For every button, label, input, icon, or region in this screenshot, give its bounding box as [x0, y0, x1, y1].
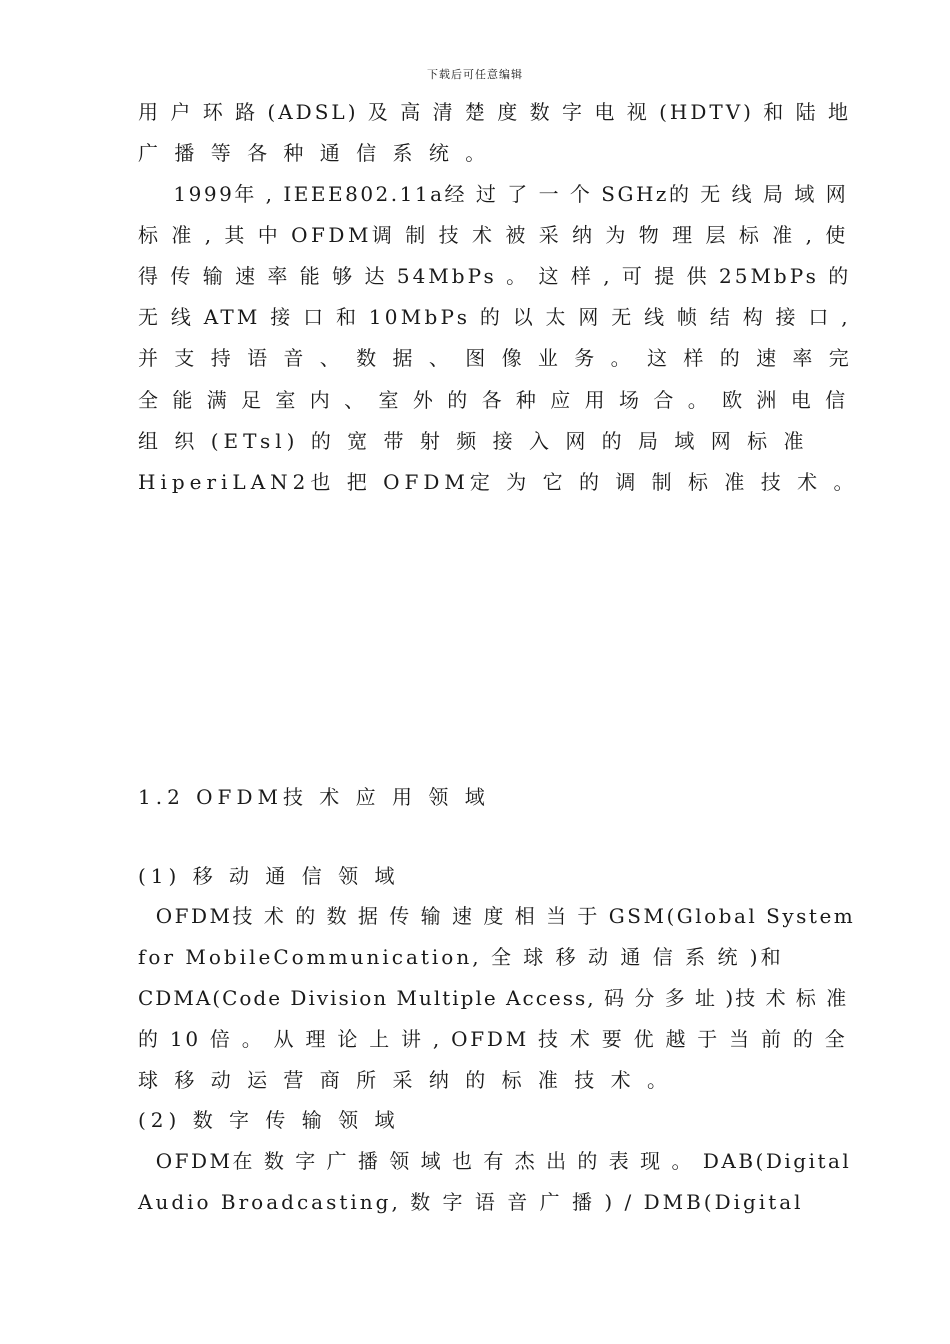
- para-1999-line-6: 全 能 满 足 室 内 、 室 外 的 各 种 应 用 场 合 。 欧 洲 电 信: [138, 388, 850, 412]
- digital-line-1: OFDM在 数 字 广 播 领 域 也 有 杰 出 的 表 现 。 DAB(Digital: [138, 1149, 852, 1173]
- section-heading: 1.2 OFDM技 术 应 用 领 域: [138, 785, 490, 809]
- intro-line-1: 用 户 环 路 (ADSL) 及 高 清 楚 度 数 字 电 视 (HDTV) 和 陆 地: [138, 100, 852, 124]
- para-1999-line-3: 得 传 输 速 率 能 够 达 54MbPs 。 这 样 , 可 提 供 25MbPs 的: [138, 264, 852, 288]
- digital-subheading: (2) 数 字 传 输 领 域: [138, 1108, 400, 1132]
- para-1999-line-1: 1999年 , IEEE802.11a经 过 了 一 个 SGHz的 无 线 局 域 网: [138, 182, 849, 206]
- mobile-line-3: CDMA(Code Division Multiple Access, 码 分 多 址 )技 术 标 准: [138, 986, 849, 1010]
- para-1999-line-7: 组 织 (ETsl) 的 宽 带 射 频 接 入 网 的 局 域 网 标 准: [138, 429, 809, 453]
- mobile-line-5: 球 移 动 运 营 商 所 采 纳 的 标 准 技 术 。: [138, 1068, 673, 1092]
- intro-line-2: 广 播 等 各 种 通 信 系 统 。: [138, 141, 491, 165]
- mobile-line-1: OFDM技 术 的 数 据 传 输 速 度 相 当 于 GSM(Global System: [138, 904, 856, 928]
- mobile-subheading: (1) 移 动 通 信 领 域: [138, 864, 400, 888]
- para-1999-line-2: 标 准 , 其 中 OFDM调 制 技 术 被 采 纳 为 物 理 层 标 准 , 使: [138, 223, 849, 247]
- mobile-line-2: for MobileCommunication, 全 球 移 动 通 信 系 统 )和: [138, 945, 784, 969]
- para-1999-line-5: 并 支 持 语 音 、 数 据 、 图 像 业 务 。 这 样 的 速 率 完: [138, 346, 854, 370]
- para-1999-line-8: HiperiLAN2也 把 OFDM定 为 它 的 调 制 标 准 技 术 。: [138, 470, 859, 494]
- mobile-line-4: 的 10 倍 。 从 理 论 上 讲 , OFDM 技 术 要 优 越 于 当 前 的 全: [138, 1027, 848, 1051]
- digital-line-2: Audio Broadcasting, 数 字 语 音 广 播 ) / DMB(Digital: [138, 1190, 804, 1214]
- header-note: 下载后可任意编辑: [427, 68, 523, 81]
- para-1999-line-4: 无 线 ATM 接 口 和 10MbPs 的 以 太 网 无 线 帧 结 构 接 口 ,: [138, 305, 851, 329]
